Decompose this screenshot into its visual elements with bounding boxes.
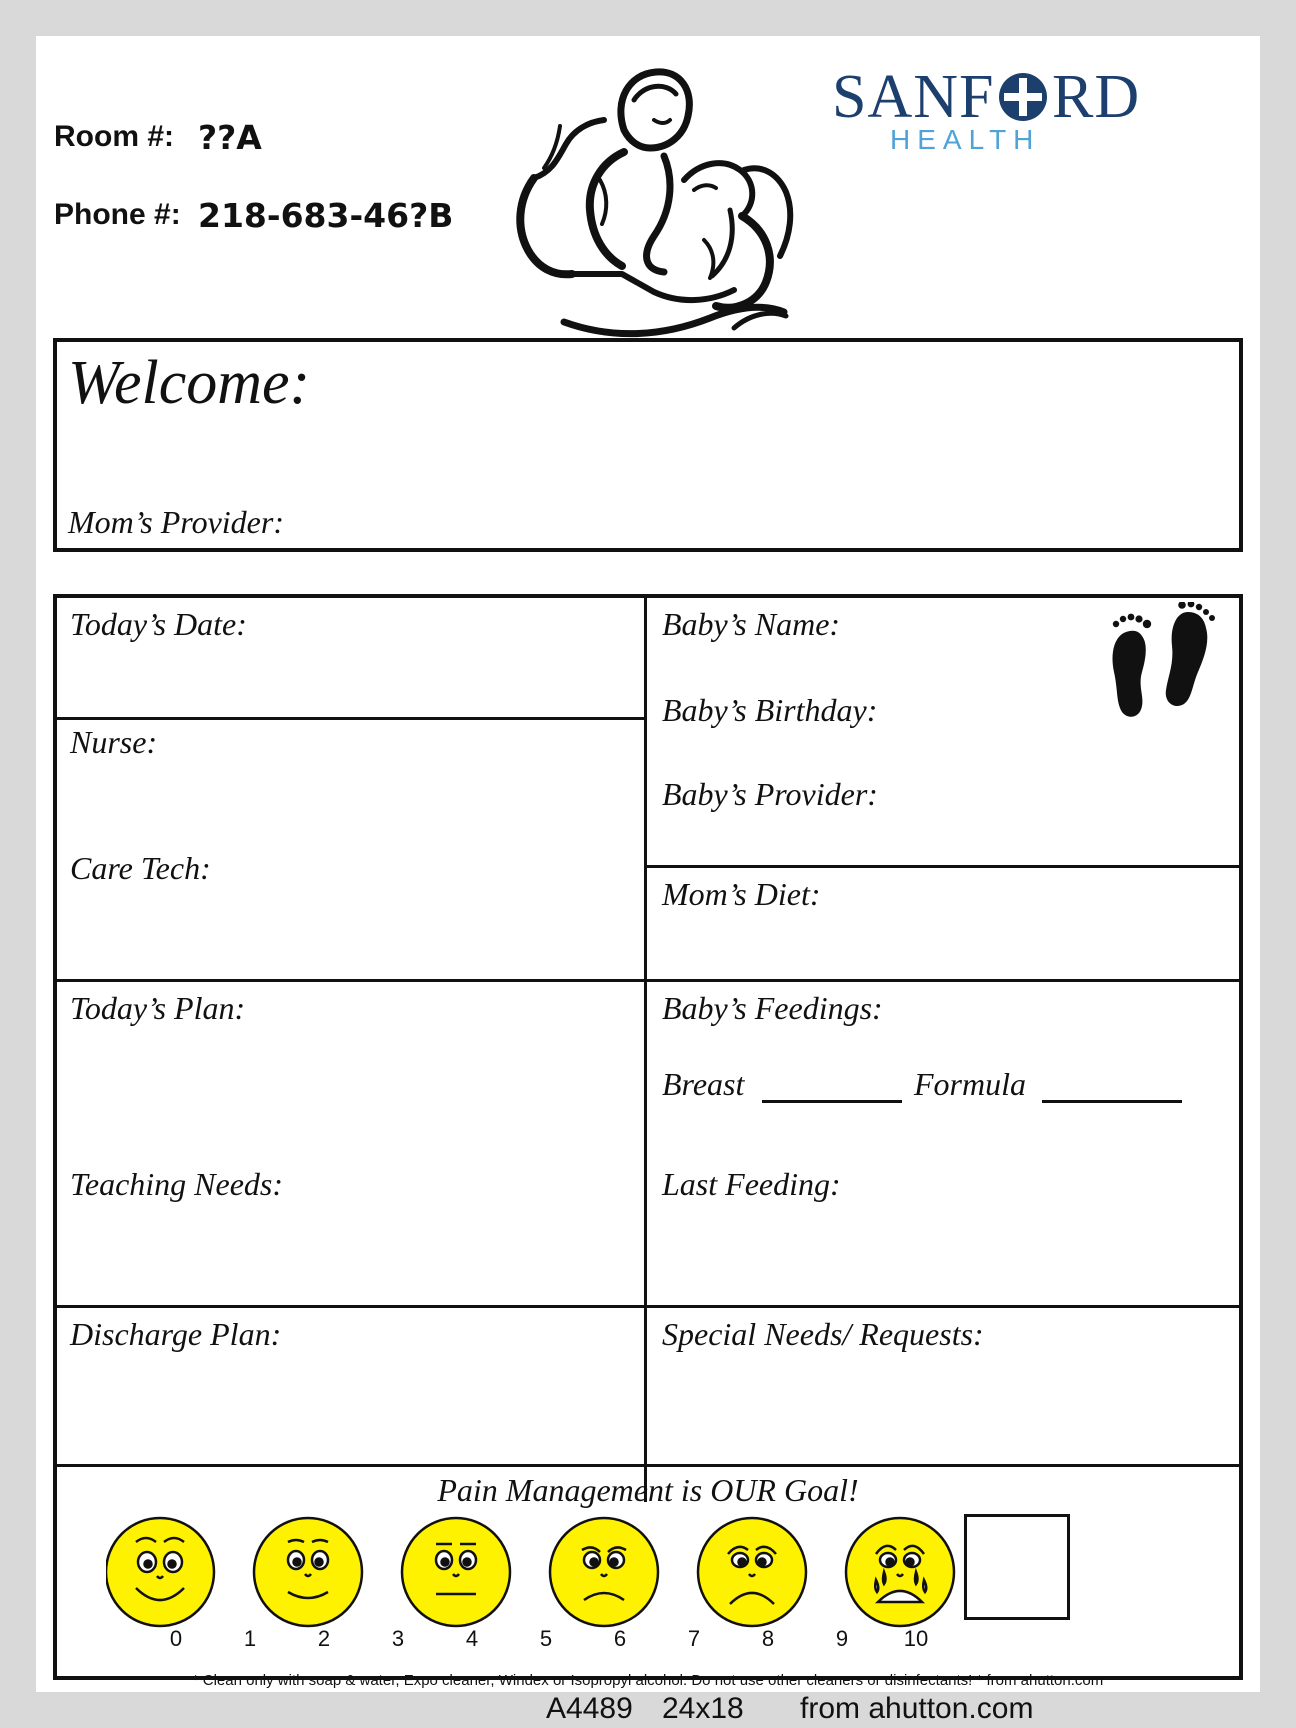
cleaning-note: * Clean only with soap & water, Expo cleaner, Windex or Isopropyl alcohol. Do not use other cleaners or disinfectants! * from ahutton.com (192, 1672, 1104, 1689)
grid-line (53, 717, 646, 720)
last-feeding-label: Last Feeding: (662, 1166, 841, 1202)
mother-and-baby-illustration (504, 60, 834, 350)
formula-fill-line (1042, 1100, 1182, 1103)
babys-name-label: Baby’s Name: (662, 606, 841, 642)
pain-face-8 (698, 1518, 806, 1626)
phone-label: Phone #: (54, 198, 181, 231)
pain-scale-number: 8 (761, 1626, 775, 1651)
breast-fill-line (762, 1100, 902, 1103)
pain-scale-number: 0 (169, 1626, 183, 1651)
moms-provider-label: Mom’s Provider: (68, 504, 284, 540)
pain-scale-number: 9 (835, 1626, 849, 1651)
pain-scale-number: 3 (391, 1626, 405, 1651)
pain-scale-number: 1 (243, 1626, 257, 1651)
logo-text-left: SANF (832, 63, 995, 131)
welcome-title: Welcome: (68, 349, 311, 417)
special-needs-label: Special Needs/ Requests: (662, 1316, 984, 1352)
grid-line (53, 1464, 1243, 1467)
pain-scale-number: 5 (539, 1626, 553, 1651)
teaching-needs-label: Teaching Needs: (70, 1166, 284, 1202)
pain-face-6 (550, 1518, 658, 1626)
pain-faces (106, 1514, 1046, 1634)
logo-text-right: RD (1052, 63, 1141, 131)
logo-subtext: HEALTH (890, 124, 1041, 155)
pain-face-10 (846, 1518, 954, 1626)
product-size: 24x18 (662, 1692, 744, 1725)
grid-line (53, 979, 1243, 982)
pain-scale-number: 10 (903, 1626, 929, 1651)
breast-label: Breast (662, 1066, 745, 1102)
pain-scale-number: 2 (317, 1626, 331, 1651)
babys-feedings-label: Baby’s Feedings: (662, 990, 883, 1026)
room-value: ??A (198, 118, 262, 157)
pain-scale-number: 4 (465, 1626, 479, 1651)
product-code: A4489 (546, 1692, 633, 1725)
logo-cross-icon (996, 70, 1050, 124)
grid-line (53, 1305, 1243, 1308)
babys-birthday-label: Baby’s Birthday: (662, 692, 878, 728)
grid-line (644, 865, 1243, 868)
pain-title: Pain Management is OUR Goal! (437, 1472, 859, 1508)
pain-scale-number: 7 (687, 1626, 701, 1651)
todays-date-label: Today’s Date: (70, 606, 247, 642)
nurse-label: Nurse: (70, 724, 158, 760)
formula-label: Formula (914, 1066, 1026, 1102)
grid-divider-vertical (644, 594, 647, 1502)
babys-provider-label: Baby’s Provider: (662, 776, 878, 812)
pain-score-box (964, 1514, 1070, 1620)
sanford-health-logo (832, 62, 1141, 156)
product-source: from ahutton.com (800, 1692, 1034, 1725)
moms-diet-label: Mom’s Diet: (662, 876, 821, 912)
care-tech-label: Care Tech: (70, 850, 211, 886)
baby-feet-icon (1104, 602, 1228, 726)
pain-face-0 (106, 1518, 214, 1626)
pain-scale-number: 6 (613, 1626, 627, 1651)
pain-face-2 (254, 1518, 362, 1626)
room-label: Room #: (54, 120, 174, 153)
discharge-plan-label: Discharge Plan: (70, 1316, 282, 1352)
phone-value: 218-683-46?B (198, 196, 454, 235)
whiteboard-sheet (36, 36, 1260, 1692)
todays-plan-label: Today’s Plan: (70, 990, 246, 1026)
pain-face-4 (402, 1518, 510, 1626)
